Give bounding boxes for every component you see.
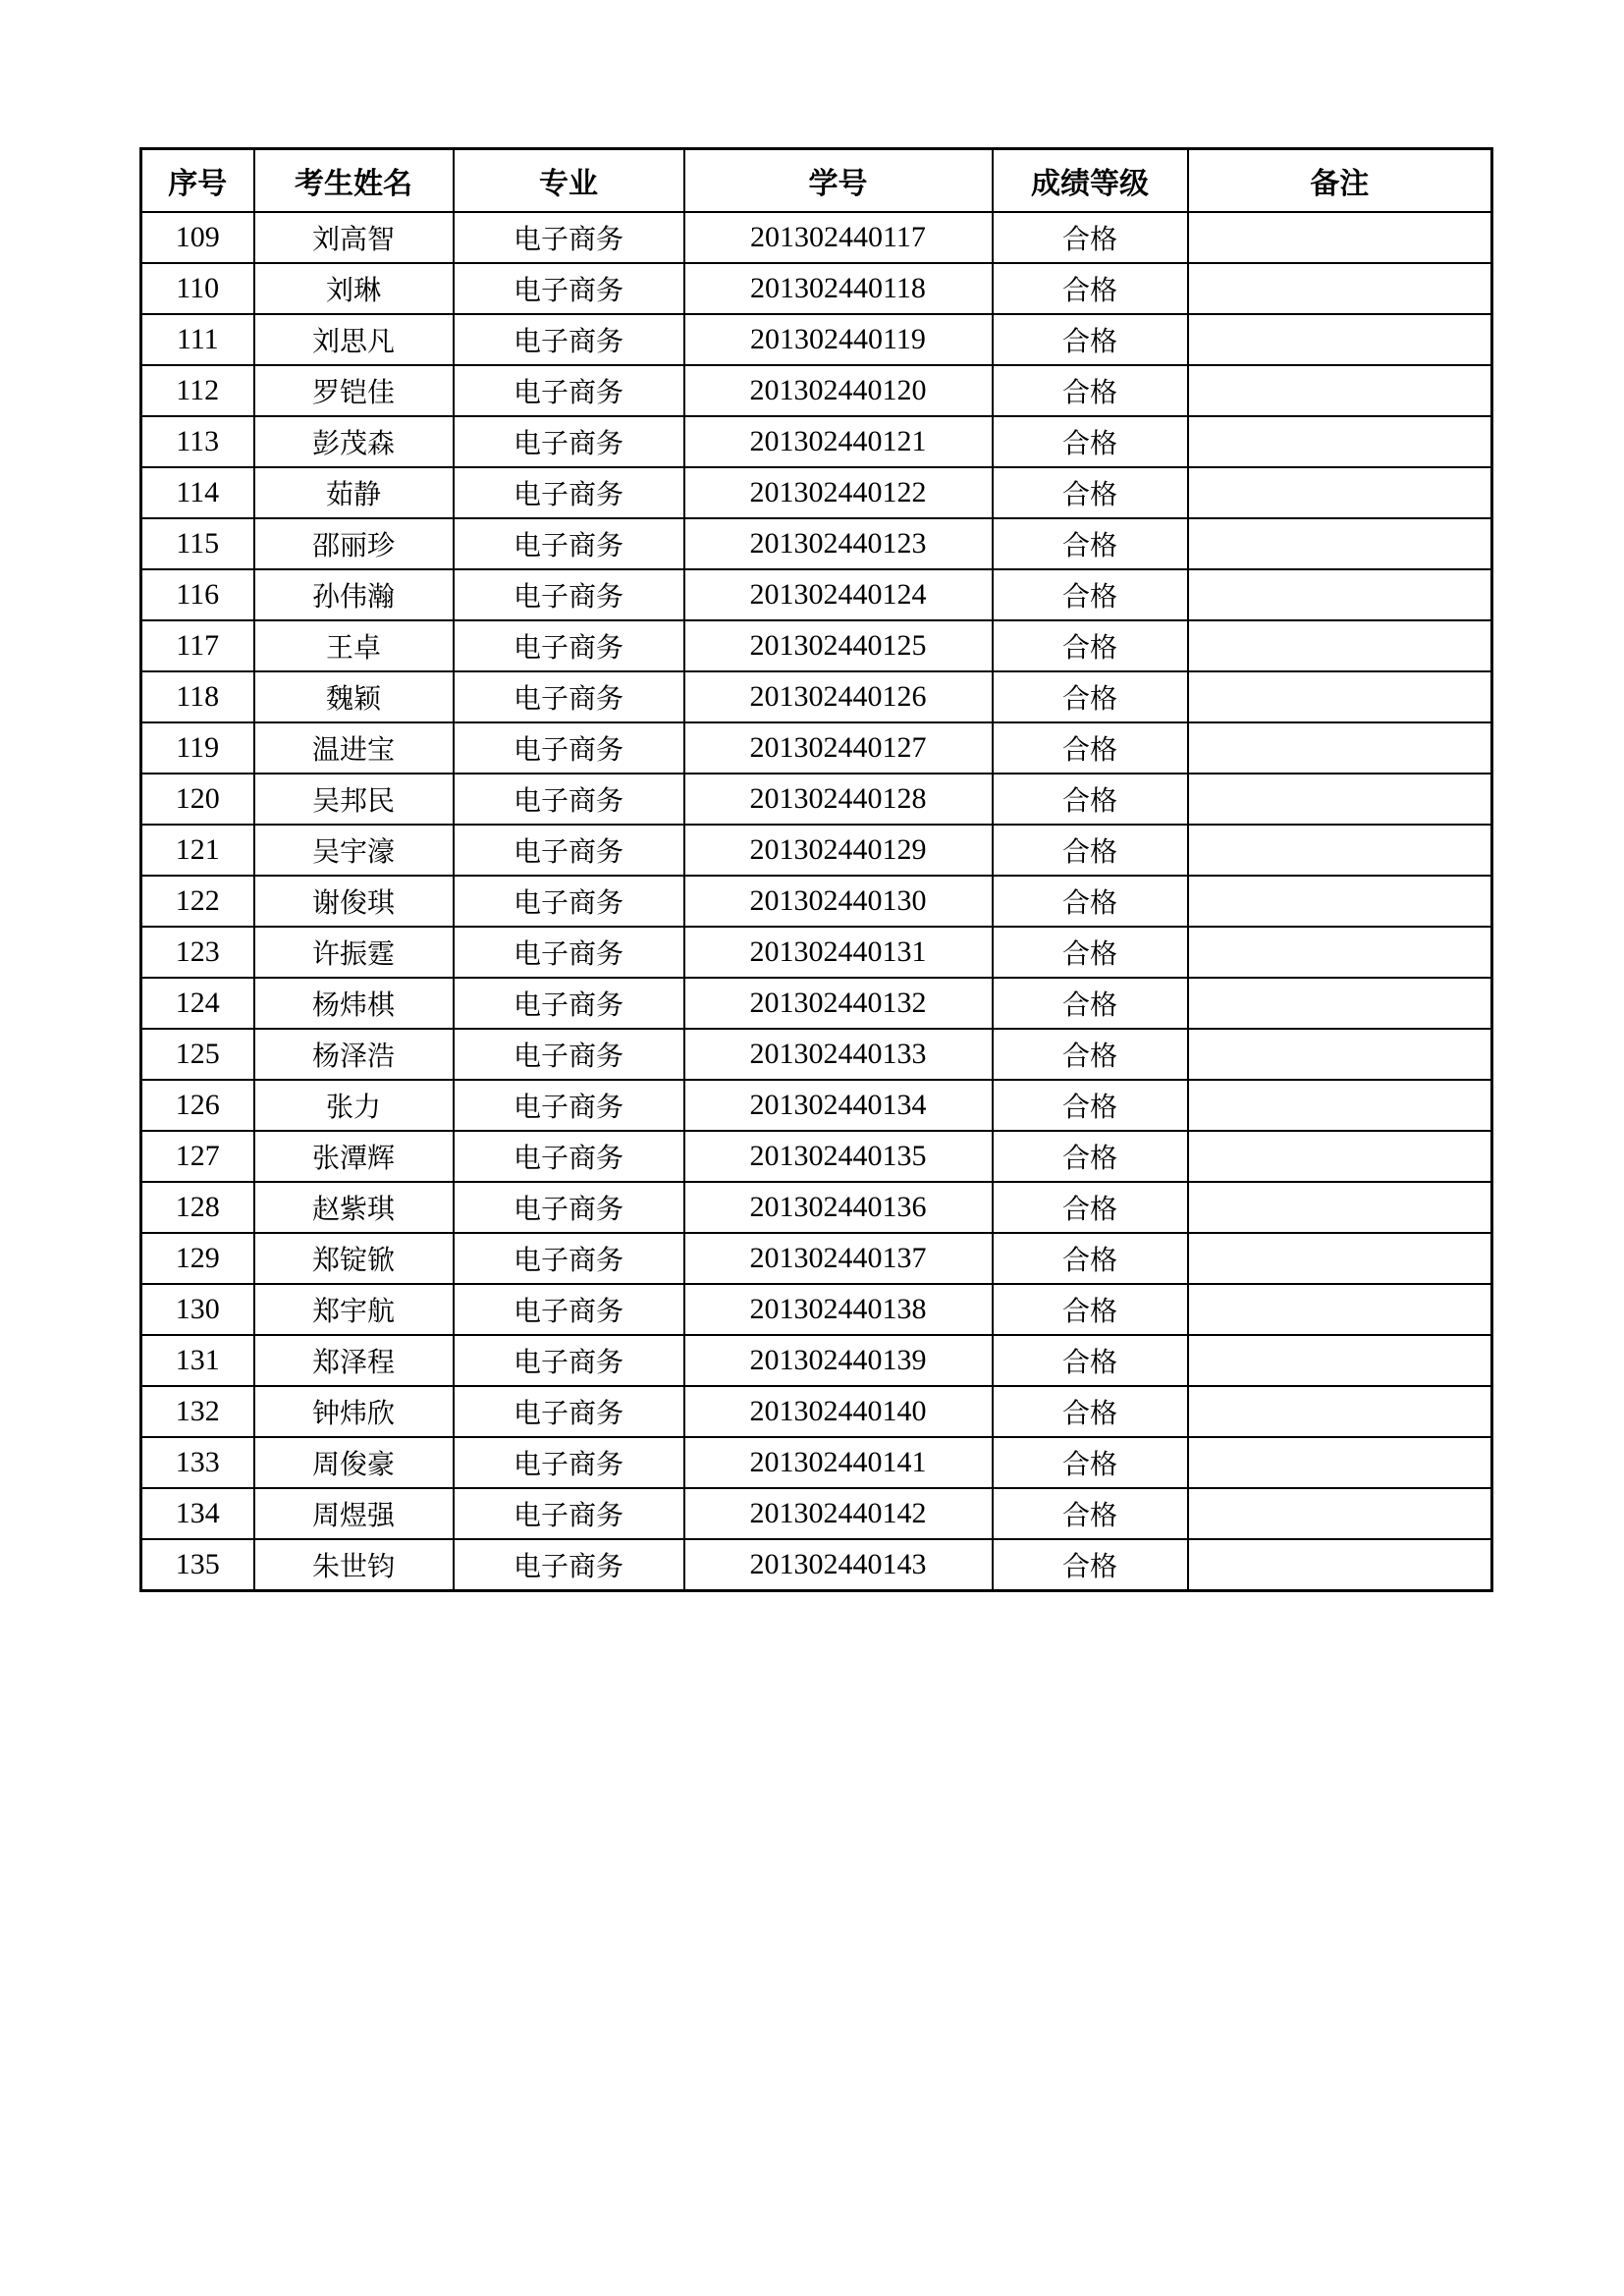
header-row	[141, 149, 1492, 213]
cell-seq: 135	[141, 1539, 254, 1591]
cell-seq: 112	[141, 365, 254, 416]
cell-name: 郑锭锨	[254, 1233, 454, 1284]
cell-grade: 合格	[993, 467, 1188, 518]
cell-major: 电子商务	[454, 1182, 684, 1233]
cell-seq: 109	[141, 212, 254, 263]
cell-seq: 119	[141, 722, 254, 774]
cell-major: 电子商务	[454, 1386, 684, 1437]
cell-remark	[1188, 1437, 1492, 1488]
cell-grade: 合格	[993, 1080, 1188, 1131]
cell-name: 钟炜欣	[254, 1386, 454, 1437]
grade-roster-table	[139, 147, 1493, 1592]
cell-student-id: 201302440138	[684, 1284, 993, 1335]
table-row	[141, 518, 1492, 569]
cell-seq: 129	[141, 1233, 254, 1284]
table-row	[141, 774, 1492, 825]
cell-major: 电子商务	[454, 671, 684, 722]
table-row	[141, 1284, 1492, 1335]
cell-student-id: 201302440118	[684, 263, 993, 314]
cell-major: 电子商务	[454, 825, 684, 876]
cell-grade: 合格	[993, 314, 1188, 365]
cell-grade: 合格	[993, 263, 1188, 314]
cell-seq: 134	[141, 1488, 254, 1539]
cell-seq: 121	[141, 825, 254, 876]
cell-major: 电子商务	[454, 1539, 684, 1591]
cell-student-id: 201302440124	[684, 569, 993, 620]
cell-remark	[1188, 467, 1492, 518]
cell-grade: 合格	[993, 620, 1188, 671]
header-major: 专业	[454, 149, 684, 213]
cell-grade: 合格	[993, 671, 1188, 722]
cell-student-id: 201302440132	[684, 978, 993, 1029]
cell-name: 罗铠佳	[254, 365, 454, 416]
cell-name: 彭茂森	[254, 416, 454, 467]
cell-major: 电子商务	[454, 722, 684, 774]
cell-major: 电子商务	[454, 569, 684, 620]
cell-grade: 合格	[993, 927, 1188, 978]
cell-grade: 合格	[993, 876, 1188, 927]
cell-student-id: 201302440126	[684, 671, 993, 722]
cell-seq: 123	[141, 927, 254, 978]
table-row	[141, 722, 1492, 774]
cell-major: 电子商务	[454, 518, 684, 569]
cell-student-id: 201302440119	[684, 314, 993, 365]
cell-seq: 130	[141, 1284, 254, 1335]
cell-seq: 125	[141, 1029, 254, 1080]
cell-remark	[1188, 825, 1492, 876]
cell-name: 杨泽浩	[254, 1029, 454, 1080]
cell-seq: 120	[141, 774, 254, 825]
cell-remark	[1188, 263, 1492, 314]
cell-name: 周俊豪	[254, 1437, 454, 1488]
cell-remark	[1188, 1488, 1492, 1539]
cell-student-id: 201302440117	[684, 212, 993, 263]
cell-student-id: 201302440120	[684, 365, 993, 416]
cell-student-id: 201302440131	[684, 927, 993, 978]
header-remark: 备注	[1188, 149, 1492, 213]
cell-major: 电子商务	[454, 314, 684, 365]
cell-remark	[1188, 1284, 1492, 1335]
table-row	[141, 569, 1492, 620]
table-row	[141, 1488, 1492, 1539]
cell-grade: 合格	[993, 1233, 1188, 1284]
cell-remark	[1188, 722, 1492, 774]
cell-major: 电子商务	[454, 1335, 684, 1386]
cell-remark	[1188, 569, 1492, 620]
cell-name: 许振霆	[254, 927, 454, 978]
cell-grade: 合格	[993, 518, 1188, 569]
cell-major: 电子商务	[454, 1437, 684, 1488]
cell-name: 郑泽程	[254, 1335, 454, 1386]
table-row	[141, 927, 1492, 978]
table-row	[141, 314, 1492, 365]
table-row	[141, 1029, 1492, 1080]
cell-seq: 113	[141, 416, 254, 467]
cell-seq: 114	[141, 467, 254, 518]
cell-grade: 合格	[993, 212, 1188, 263]
cell-seq: 116	[141, 569, 254, 620]
cell-name: 吴宇濠	[254, 825, 454, 876]
table-row	[141, 1233, 1492, 1284]
table-row	[141, 825, 1492, 876]
cell-name: 赵紫琪	[254, 1182, 454, 1233]
cell-student-id: 201302440122	[684, 467, 993, 518]
cell-remark	[1188, 518, 1492, 569]
cell-seq: 131	[141, 1335, 254, 1386]
cell-seq: 132	[141, 1386, 254, 1437]
header-seq: 序号	[141, 149, 254, 213]
cell-student-id: 201302440140	[684, 1386, 993, 1437]
table-header	[141, 149, 1492, 213]
cell-major: 电子商务	[454, 927, 684, 978]
cell-seq: 126	[141, 1080, 254, 1131]
table-row	[141, 212, 1492, 263]
table-row	[141, 1539, 1492, 1591]
header-grade: 成绩等级	[993, 149, 1188, 213]
cell-major: 电子商务	[454, 1029, 684, 1080]
cell-remark	[1188, 1539, 1492, 1591]
cell-remark	[1188, 927, 1492, 978]
cell-remark	[1188, 978, 1492, 1029]
cell-seq: 115	[141, 518, 254, 569]
cell-remark	[1188, 365, 1492, 416]
cell-student-id: 201302440127	[684, 722, 993, 774]
cell-name: 刘琳	[254, 263, 454, 314]
cell-student-id: 201302440121	[684, 416, 993, 467]
cell-major: 电子商务	[454, 1080, 684, 1131]
cell-major: 电子商务	[454, 1131, 684, 1182]
table-row	[141, 1131, 1492, 1182]
cell-grade: 合格	[993, 1335, 1188, 1386]
cell-seq: 118	[141, 671, 254, 722]
cell-name: 王卓	[254, 620, 454, 671]
cell-grade: 合格	[993, 1386, 1188, 1437]
cell-name: 茹静	[254, 467, 454, 518]
cell-seq: 117	[141, 620, 254, 671]
table-row	[141, 1080, 1492, 1131]
cell-student-id: 201302440135	[684, 1131, 993, 1182]
table-row	[141, 620, 1492, 671]
table-row	[141, 978, 1492, 1029]
table-row	[141, 365, 1492, 416]
cell-grade: 合格	[993, 1131, 1188, 1182]
cell-name: 张力	[254, 1080, 454, 1131]
cell-grade: 合格	[993, 569, 1188, 620]
cell-major: 电子商务	[454, 876, 684, 927]
cell-major: 电子商务	[454, 263, 684, 314]
cell-student-id: 201302440136	[684, 1182, 993, 1233]
cell-name: 刘思凡	[254, 314, 454, 365]
cell-grade: 合格	[993, 1539, 1188, 1591]
cell-remark	[1188, 314, 1492, 365]
table-row	[141, 467, 1492, 518]
table-row	[141, 1437, 1492, 1488]
cell-student-id: 201302440137	[684, 1233, 993, 1284]
cell-student-id: 201302440125	[684, 620, 993, 671]
cell-major: 电子商务	[454, 978, 684, 1029]
cell-grade: 合格	[993, 825, 1188, 876]
cell-grade: 合格	[993, 722, 1188, 774]
cell-student-id: 201302440141	[684, 1437, 993, 1488]
table-row	[141, 416, 1492, 467]
table-row	[141, 1182, 1492, 1233]
cell-name: 温进宝	[254, 722, 454, 774]
header-name: 考生姓名	[254, 149, 454, 213]
cell-name: 吴邦民	[254, 774, 454, 825]
table-row	[141, 671, 1492, 722]
cell-major: 电子商务	[454, 365, 684, 416]
cell-name: 邵丽珍	[254, 518, 454, 569]
cell-seq: 110	[141, 263, 254, 314]
cell-grade: 合格	[993, 1488, 1188, 1539]
cell-seq: 111	[141, 314, 254, 365]
cell-name: 孙伟瀚	[254, 569, 454, 620]
cell-grade: 合格	[993, 1284, 1188, 1335]
cell-grade: 合格	[993, 416, 1188, 467]
cell-seq: 133	[141, 1437, 254, 1488]
cell-name: 魏颖	[254, 671, 454, 722]
cell-grade: 合格	[993, 1437, 1188, 1488]
cell-student-id: 201302440134	[684, 1080, 993, 1131]
cell-major: 电子商务	[454, 467, 684, 518]
table-body	[141, 212, 1492, 1591]
cell-seq: 122	[141, 876, 254, 927]
cell-grade: 合格	[993, 1029, 1188, 1080]
cell-remark	[1188, 1386, 1492, 1437]
cell-remark	[1188, 1029, 1492, 1080]
cell-major: 电子商务	[454, 212, 684, 263]
cell-student-id: 201302440123	[684, 518, 993, 569]
cell-name: 杨炜棋	[254, 978, 454, 1029]
cell-name: 周煜强	[254, 1488, 454, 1539]
cell-remark	[1188, 876, 1492, 927]
cell-grade: 合格	[993, 365, 1188, 416]
cell-student-id: 201302440130	[684, 876, 993, 927]
cell-remark	[1188, 671, 1492, 722]
cell-name: 朱世钧	[254, 1539, 454, 1591]
cell-remark	[1188, 212, 1492, 263]
table-row	[141, 263, 1492, 314]
cell-remark	[1188, 416, 1492, 467]
cell-major: 电子商务	[454, 620, 684, 671]
cell-remark	[1188, 1080, 1492, 1131]
cell-grade: 合格	[993, 1182, 1188, 1233]
cell-student-id: 201302440133	[684, 1029, 993, 1080]
cell-remark	[1188, 1182, 1492, 1233]
cell-name: 刘高智	[254, 212, 454, 263]
cell-name: 张潭辉	[254, 1131, 454, 1182]
cell-name: 郑宇航	[254, 1284, 454, 1335]
cell-remark	[1188, 1131, 1492, 1182]
cell-major: 电子商务	[454, 1488, 684, 1539]
cell-student-id: 201302440129	[684, 825, 993, 876]
header-student-id: 学号	[684, 149, 993, 213]
cell-student-id: 201302440143	[684, 1539, 993, 1591]
cell-name: 谢俊琪	[254, 876, 454, 927]
cell-grade: 合格	[993, 978, 1188, 1029]
cell-remark	[1188, 774, 1492, 825]
cell-student-id: 201302440128	[684, 774, 993, 825]
cell-major: 电子商务	[454, 774, 684, 825]
cell-major: 电子商务	[454, 1233, 684, 1284]
cell-seq: 128	[141, 1182, 254, 1233]
cell-remark	[1188, 620, 1492, 671]
cell-student-id: 201302440139	[684, 1335, 993, 1386]
cell-remark	[1188, 1233, 1492, 1284]
cell-grade: 合格	[993, 774, 1188, 825]
table-row	[141, 1335, 1492, 1386]
table-row	[141, 1386, 1492, 1437]
table-row	[141, 876, 1492, 927]
cell-major: 电子商务	[454, 1284, 684, 1335]
cell-major: 电子商务	[454, 416, 684, 467]
cell-seq: 124	[141, 978, 254, 1029]
cell-seq: 127	[141, 1131, 254, 1182]
cell-remark	[1188, 1335, 1492, 1386]
cell-student-id: 201302440142	[684, 1488, 993, 1539]
